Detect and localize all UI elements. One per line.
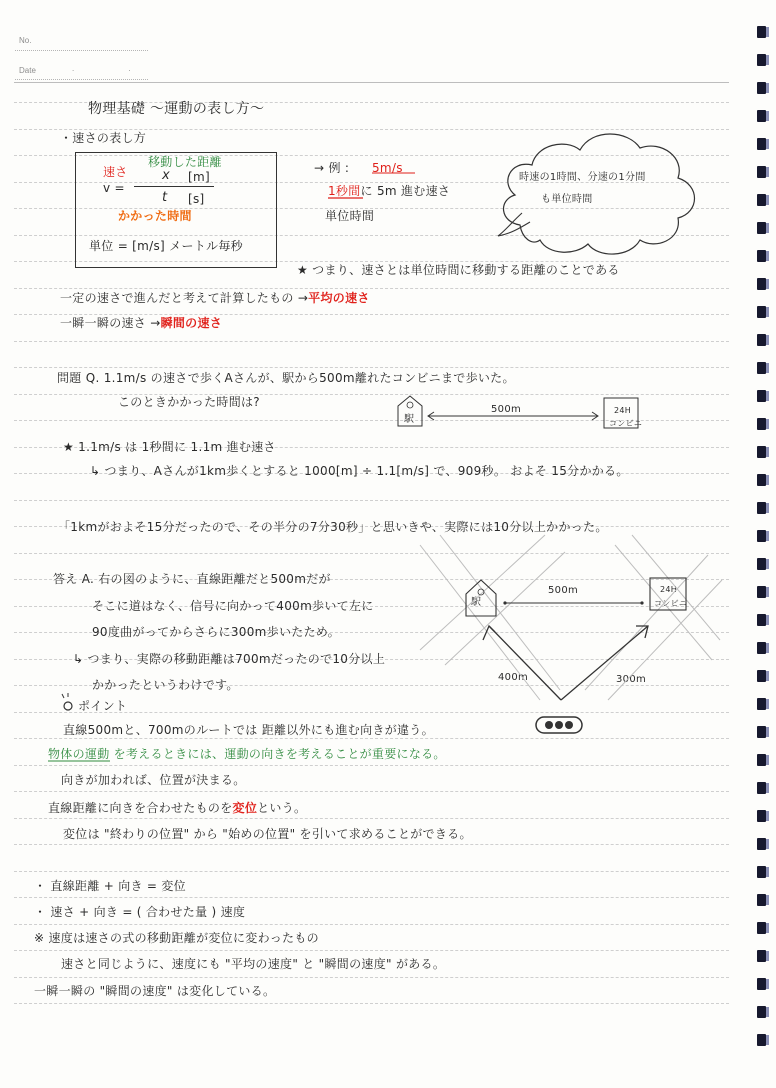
small-store-icon — [604, 398, 638, 428]
date-label: Date — [19, 66, 36, 75]
example-value: 5m/s — [372, 161, 403, 175]
avg-line-text: 一定の速さで進んだと考えて計算したもの → — [60, 291, 309, 305]
point-line1: 直線500mと、700mのルートでは 距離以外にも進む向きが違う。 — [63, 723, 434, 737]
right-leg-label: 300m — [616, 674, 647, 685]
bottom-line3: ※ 速度は速さの式の移動距離が変位に変わったもの — [34, 931, 319, 945]
speech-cloud — [504, 134, 695, 254]
bottom-line1: ・ 直線距離 + 向き = 変位 — [34, 879, 186, 893]
left-leg-label: 400m — [498, 672, 529, 683]
point-line3: 向きが加われば、位置が決まる。 — [61, 773, 246, 787]
speed-heading: ・速さの表し方 — [60, 131, 147, 145]
page-title: 物理基礎 ～運動の表し方～ — [88, 101, 265, 117]
bottom-line5: 一瞬一瞬の "瞬間の速度" は変化している。 — [34, 984, 276, 998]
denominator-caption: かかった時間 — [118, 209, 192, 223]
inst-line-text: 一瞬一瞬の速さ → — [60, 316, 161, 330]
speech-cloud-tail — [498, 213, 530, 236]
quote-line: 「1kmがおよそ15分だったので、その半分の7分30秒」と思いきや、実際には10分以上かかった。 — [58, 520, 608, 534]
date-dots: . . — [72, 64, 157, 73]
speed-word: 速さ — [103, 165, 128, 179]
point-line2: 物体の運動 を考えるときには、運動の向きを考えることが重要になる。 — [48, 747, 446, 761]
point-line4-pre: 直線距離に向きを合わせたものを — [48, 801, 233, 815]
unit-time-label: 単位時間 — [325, 209, 375, 223]
end-dot — [640, 601, 643, 604]
point-line4-post: という。 — [257, 801, 307, 815]
calc-line: ↳ つまり、Aさんが1km歩くとすると 1000[m] ÷ 1.1[m/s] で、909秒。 およそ 15分かかる。 — [90, 464, 629, 478]
inst-highlight: 瞬間の速さ — [160, 316, 223, 330]
cloud-note-line2: も単位時間 — [541, 194, 593, 205]
star-line: ★ 1.1m/s は 1秒間に 1.1m 進む速さ — [63, 440, 276, 454]
example-label: → 例 : — [314, 161, 350, 175]
point-bullet-icon — [62, 693, 72, 710]
small-diagram-distance: 500m — [491, 404, 522, 415]
large-station-label: 駅 — [471, 597, 482, 608]
problem-line1: 問題 Q. 1.1m/s の速さで歩くAさんが、駅から500m離れたコンビニまで歩いた。 — [57, 371, 515, 385]
answer-line1: 答え A. 右の図のように、直線距離だと500mだが — [53, 572, 331, 586]
denominator-unit: [s] — [188, 192, 205, 206]
point-line4-highlight: 変位 — [232, 801, 258, 815]
point-heading: ポイント — [78, 699, 128, 713]
traffic-light-icon — [536, 717, 582, 733]
small-store-top: 24H — [614, 406, 632, 415]
answer-line5: かかったというわけです。 — [92, 678, 239, 692]
start-dot — [503, 601, 506, 604]
numerator-unit: [m] — [188, 170, 210, 184]
problem-line2: このときかかった時間は? — [118, 395, 260, 409]
example-rest: に 5m 進む速さ — [360, 184, 451, 198]
answer-line4: ↳ つまり、実際の移動距離は700mだったので10分以上 — [73, 652, 386, 666]
small-station-label: 駅 — [404, 414, 415, 425]
cloud-note-line1: 時速の1時間、分速の1分間 — [519, 172, 646, 183]
large-store-bottom: コンビニ — [654, 599, 688, 608]
numerator: x — [162, 168, 170, 183]
summary-star: ★ つまり、速さとは単位時間に移動する距離のことである — [297, 263, 620, 277]
answer-line3: 90度曲がってからさらに300m歩いたため。 — [92, 625, 340, 639]
large-store-top: 24H — [660, 585, 678, 594]
small-station-icon — [398, 396, 422, 426]
unit-line: 単位 = [m/s] メートル毎秒 — [89, 239, 243, 253]
numerator-caption: 移動した距離 — [148, 155, 222, 169]
route-300m — [561, 626, 648, 700]
avg-highlight: 平均の速さ — [308, 291, 370, 305]
road-lines — [420, 535, 722, 700]
point-line5: 変位は "終わりの位置" から "始めの位置" を引いて求めることができる。 — [63, 827, 472, 841]
route-400m — [489, 626, 561, 700]
large-diagram-distance: 500m — [548, 585, 579, 596]
example-highlight: 1秒間 — [328, 184, 361, 198]
large-store-icon — [650, 578, 686, 610]
v-label: v = — [103, 181, 125, 195]
answer-line2: そこに道はなく、信号に向かって400m歩いて左に — [92, 599, 374, 613]
bottom-line4: 速さと同じように、速度にも "平均の速度" と "瞬間の速度" がある。 — [61, 957, 446, 971]
small-store-bottom: コンビニ — [609, 419, 643, 428]
denominator: t — [162, 190, 168, 205]
no-label: No. — [19, 36, 32, 45]
bottom-line2: ・ 速さ + 向き = ( 合わせた量 ) 速度 — [34, 905, 246, 919]
